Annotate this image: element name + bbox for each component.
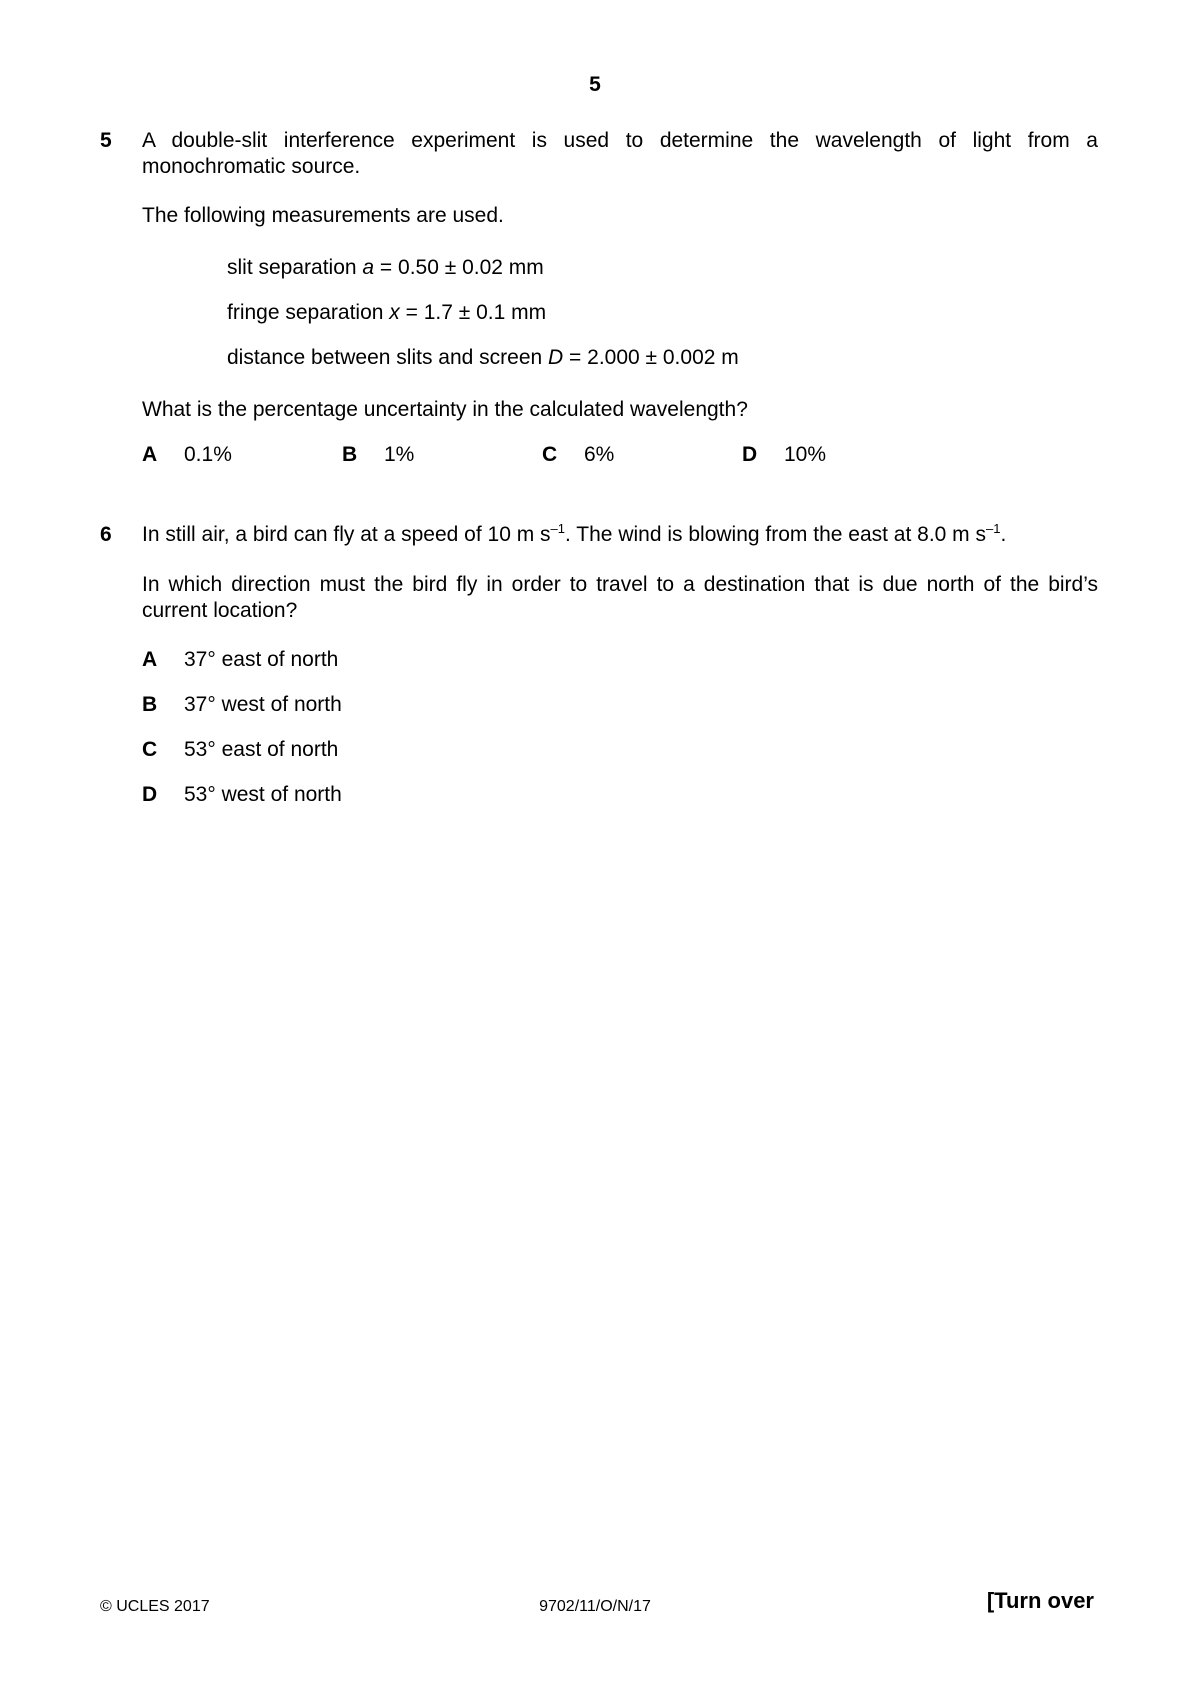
footer-copyright: © UCLES 2017	[100, 1598, 210, 1615]
question-6-question: In which direction must the bird fly in order to travel to a destination that is due north of the bird’s current location?	[142, 573, 1098, 622]
option-letter: A	[142, 443, 158, 466]
option-letter: A	[142, 648, 158, 671]
page-number: 5	[589, 73, 601, 96]
option-text: 0.1%	[184, 443, 232, 466]
measurement-variable: x	[389, 301, 400, 324]
measurement-label: slit separation	[227, 256, 363, 279]
option-b[interactable]	[142, 692, 342, 718]
unit-exponent: –1	[550, 521, 566, 536]
question-6-stem	[142, 522, 1098, 548]
option-d[interactable]	[142, 782, 342, 808]
question-5-options	[142, 442, 942, 468]
question-5-intro: The following measurements are used.	[142, 204, 504, 227]
option-letter: B	[342, 443, 358, 466]
option-letter: D	[742, 443, 758, 466]
measurement-fringe-separation	[227, 300, 546, 326]
option-c[interactable]	[542, 442, 614, 468]
measurement-slit-screen-distance	[227, 345, 739, 371]
measurement-value: = 2.000 ± 0.002 m	[563, 346, 739, 369]
option-a[interactable]	[142, 647, 338, 673]
option-d[interactable]	[742, 442, 826, 468]
measurement-variable: D	[548, 346, 564, 369]
measurement-label: fringe separation	[227, 301, 390, 324]
footer-paper-code: 9702/11/O/N/17	[539, 1598, 651, 1615]
option-text: 1%	[384, 443, 415, 466]
question-6-number: 6	[100, 523, 112, 546]
measurement-variable: a	[362, 256, 375, 279]
option-text: 53° east of north	[184, 738, 339, 761]
option-letter: C	[142, 738, 158, 761]
option-text: 10%	[784, 443, 827, 466]
option-text: 6%	[584, 443, 615, 466]
option-letter: B	[142, 693, 158, 716]
stem-text: . The wind is blowing from the east at 8.0 m s	[565, 523, 986, 546]
option-c[interactable]	[142, 737, 338, 763]
question-5-question: What is the percentage uncertainty in the calculated wavelength?	[142, 398, 748, 421]
footer-turn-over: [Turn over	[986, 1588, 1094, 1613]
measurement-value: = 1.7 ± 0.1 mm	[399, 301, 547, 324]
stem-text: .	[1000, 523, 1007, 546]
unit-exponent: –1	[986, 521, 1001, 536]
question-5-number: 5	[100, 129, 112, 152]
option-letter: D	[142, 783, 158, 806]
measurement-label: distance between slits and screen	[227, 346, 549, 369]
option-letter: C	[542, 443, 558, 466]
option-a[interactable]	[142, 442, 232, 468]
option-b[interactable]	[342, 442, 414, 468]
option-text: 37° west of north	[184, 693, 342, 716]
question-5-stem: A double-slit interference experiment is used to determine the wavelength of light from a monochromatic source.	[142, 129, 1098, 178]
measurement-value: = 0.50 ± 0.02 mm	[374, 256, 544, 279]
stem-text: In still air, a bird can fly at a speed of 10 m s	[142, 523, 551, 546]
option-text: 37° east of north	[184, 648, 339, 671]
measurement-slit-separation	[227, 255, 544, 281]
option-text: 53° west of north	[184, 783, 342, 806]
